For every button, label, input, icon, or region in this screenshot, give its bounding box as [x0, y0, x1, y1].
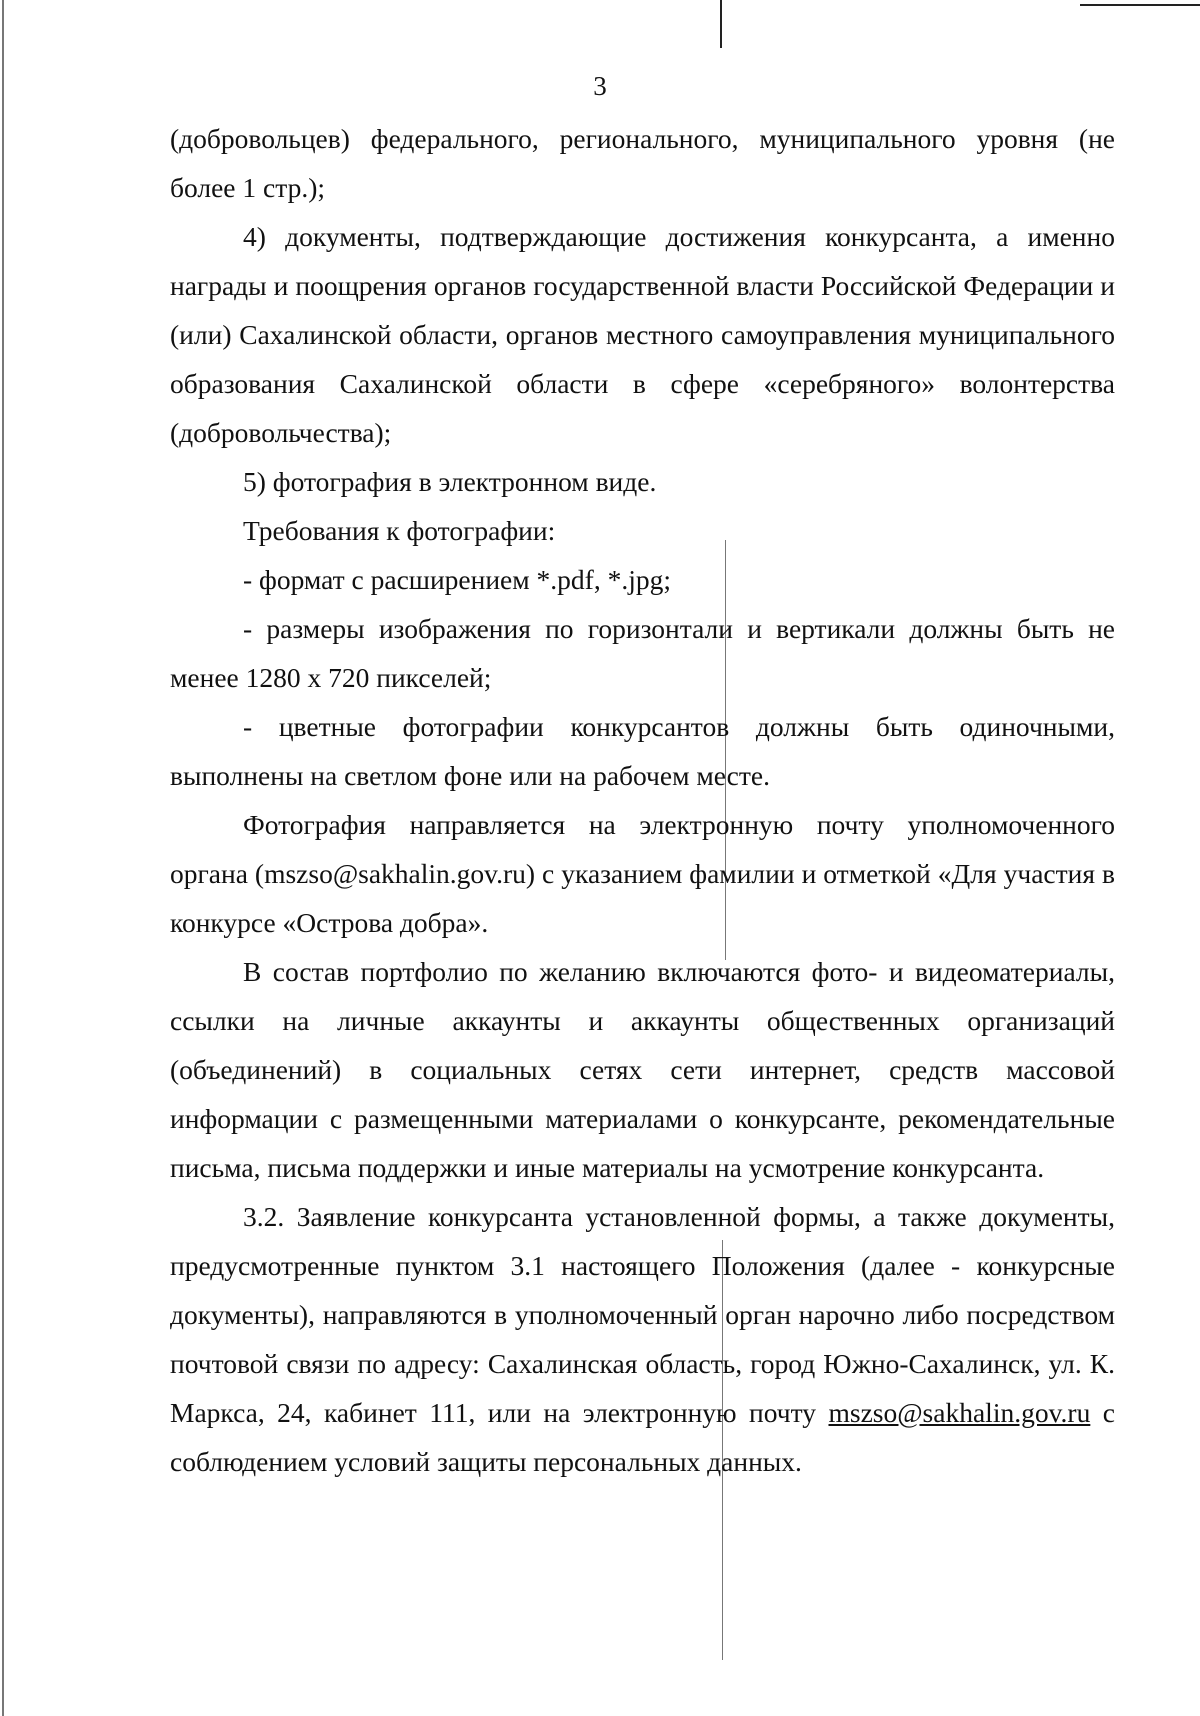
document-body — [170, 114, 1115, 1486]
paragraph: - размеры изображения по горизонтали и вертикали должны быть не менее 1280 х 720 пикселей; — [170, 613, 1115, 693]
page-number: 3 — [593, 71, 607, 101]
paragraph-submission — [170, 1192, 1115, 1486]
paragraph: - цветные фотографии конкурсантов должны быть одиночными, выполнены на светлом фоне или на рабочем месте. — [170, 711, 1115, 791]
email-link[interactable]: mszso@sakhalin.gov.ru — [828, 1397, 1091, 1428]
submission-text-end: с соблюдением условий защиты персональных данных. — [170, 1397, 1115, 1477]
paragraph: - формат с расширением *.pdf, *.jpg; — [243, 564, 671, 595]
scan-line-left-edge — [2, 0, 4, 1716]
submission-text: 3.2. Заявление конкурсанта установленной формы, а также документы, предусмотренные пунктом 3.1 настоящего Положения (далее - конкурсные документы), направляются в уполномоченный орган нарочно либо посредством почтовой связи по адресу: Сахалинская область, город Южно-Сахалинск, ул. К. Маркса, 24, кабинет 111, или на электронную почту — [170, 1201, 1115, 1428]
paragraph: (добровольцев) федерального, регионального, муниципального уровня (не более 1 стр.); — [170, 123, 1115, 203]
scan-line-top — [720, 0, 722, 48]
paragraph: В состав портфолио по желанию включаются фото- и видеоматериалы, ссылки на личные аккаунты и аккаунты общественных организаций (объединений) в социальных сетях сети интернет, средств массовой информации с размещенными материалами о конкурсанте, рекомендательные письма, письма поддержки и иные материалы на усмотрение конкурсанта. — [170, 956, 1115, 1183]
paragraph: Фотография направляется на электронную почту уполномоченного органа (mszso@sakhalin.gov.ru) с указанием фамилии и отметкой «Для участия в конкурсе «Острова добра». — [170, 809, 1115, 938]
paragraph: 5) фотография в электронном виде. — [243, 466, 657, 497]
paragraph: 4) документы, подтверждающие достижения конкурсанта, а именно награды и поощрения органов государственной власти Российской Федерации и (или) Сахалинской области, органов местного самоуправления муниципального образования Сахалинской области в сфере «серебряного» волонтерства (добровольчества); — [170, 221, 1115, 448]
scan-line-top-right — [1080, 4, 1200, 6]
paragraph: Требования к фотографии: — [243, 515, 556, 546]
